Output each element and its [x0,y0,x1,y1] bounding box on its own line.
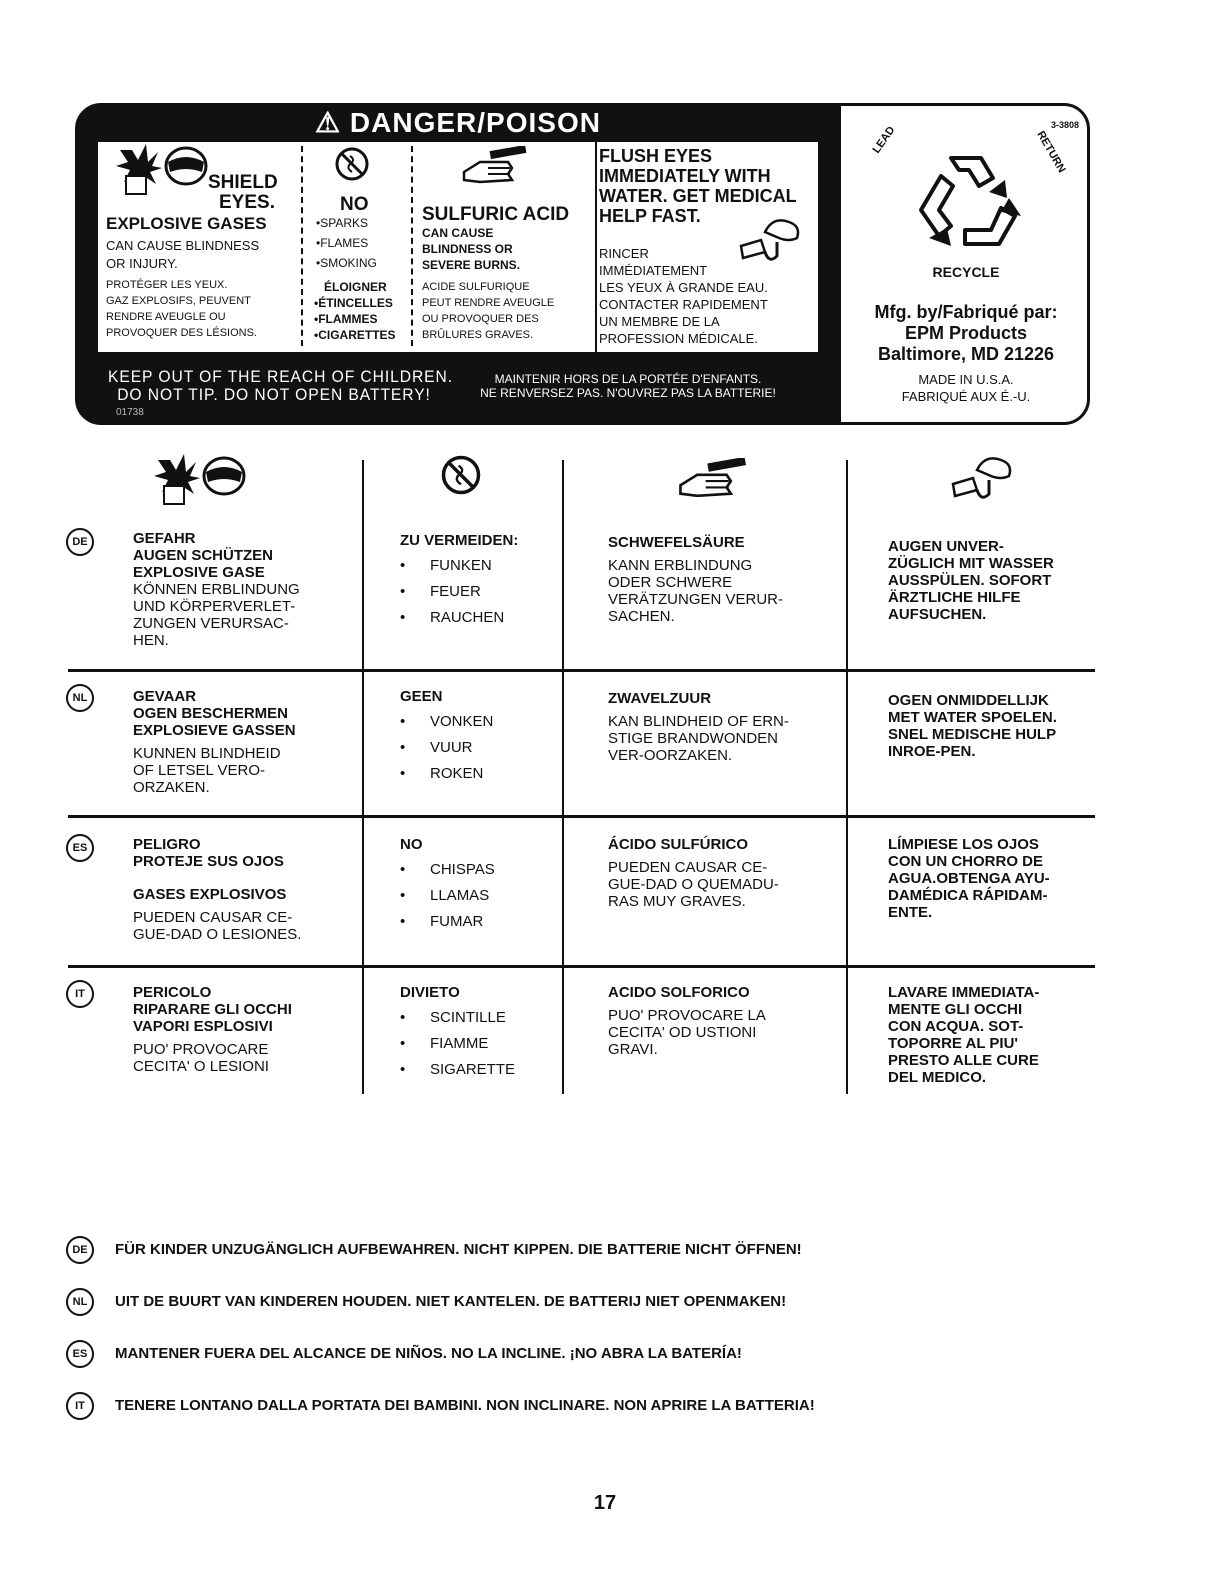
flush-fr-6: PROFESSION MÉDICALE. [599,331,758,346]
cell-text: INROE-PEN. [888,743,976,760]
no-item-flames: •FLAMES [316,236,369,250]
no-item-smoking: •SMOKING [316,256,377,270]
cell-text: VERÄTZUNGEN VERUR- [608,591,784,608]
divider [301,146,303,346]
flush-2: IMMEDIATELY WITH [599,166,771,186]
row-nl-col3 [608,690,789,764]
keep-out-line-2: DO NOT TIP. DO NOT OPEN BATTERY! [117,385,431,404]
cell-text: PERICOLO [133,984,212,1001]
cell-text: ÄRZTLICHE HILFE [888,589,1021,606]
cell-text: PUO' PROVOCARE [133,1041,269,1058]
sulfuric-acid-column [418,142,588,352]
shield-en-1: CAN CAUSE BLINDNESS [106,238,260,253]
footer-line-es: MANTENER FUERA DEL ALCANCE DE NIÑOS. NO LA INCLINE. ¡NO ABRA LA BATERÍA! [115,1345,742,1362]
cell-text: PUEDEN CAUSAR CE- [608,859,768,876]
acid-fr-4: BRÛLURES GRAVES. [422,329,534,341]
sulfuric-acid-heading: SULFURIC ACID [422,204,570,225]
keep-out-fr-line-2: NE RENVERSEZ PAS. N'OUVREZ PAS LA BATTERIE! [480,386,776,400]
right-code: 3-3808 [1050,120,1079,130]
flush-4: HELP FAST. [599,206,701,226]
cell-text: TOPORRE AL PIU' [888,1035,1018,1052]
list-item: • FUMAR [400,909,495,935]
cell-text: HEN. [133,632,169,649]
cell-text: DAMÉDICA RÁPIDAM- [888,887,1048,904]
cell-text: PUEDEN CAUSAR CE- [133,909,293,926]
flush-fr-3: LES YEUX À GRANDE EAU. [599,280,768,295]
footer-line-nl: UIT DE BUURT VAN KINDEREN HOUDEN. NIET KANTELEN. DE BATTERIJ NIET OPENMAKEN! [115,1293,787,1310]
shield-en-2: OR INJURY. [106,256,178,271]
row-es-col3 [608,836,779,910]
cell-text: DEL MEDICO. [888,1069,987,1086]
cell-text: VAPORI ESPLOSIVI [133,1018,273,1035]
cell-text: CECITA' O LESIONI [133,1058,269,1075]
eyewash-icon [946,450,1018,506]
return-text: RETURN [1034,129,1068,175]
acid-fr-2: PEUT RENDRE AVEUGLE [422,297,555,309]
cell-text: OGEN BESCHERMEN [133,705,289,722]
flush-fr-4: CONTACTER RAPIDEMENT [599,297,768,312]
list-item: • LLAMAS [400,883,495,909]
eyewash-icon [735,212,805,268]
acid-fr-1: ACIDE SULFURIQUE [422,281,530,293]
cell-text: MET WATER SPOELEN. [888,709,1057,726]
eyes-heading: EYES. [219,192,275,213]
row-es-col1 [133,836,301,943]
mfg-text: Mfg. by/Fabriqué par: [874,302,1058,322]
cell-text: AUGEN UNVER- [888,538,1004,555]
recycle-text: RECYCLE [932,264,1000,280]
row-divider [68,815,1095,818]
divider [411,146,413,346]
recycle-icon [881,136,1051,266]
cell-text: MENTE GLI OCCHI [888,1001,1023,1018]
row-es-col2 [400,836,495,935]
row-de-col1 [133,530,300,649]
explosion-goggles-icon [150,450,250,508]
shield-fr-2: GAZ EXPLOSIFS, PEUVENT [106,295,251,307]
row-it-col1 [133,984,292,1075]
cell-text: ÁCIDO SULFÚRICO [608,836,748,853]
cell-text: KUNNEN BLINDHEID [133,745,281,762]
cell-text: GUE-DAD O QUEMADU- [608,876,779,893]
no-fr-3: •CIGARETTES [314,328,396,342]
cell-text: KÖNNEN ERBLINDUNG [133,581,300,598]
danger-title: ⚠ DANGER/POISON [315,107,601,138]
cell-text: GUE-DAD O LESIONES. [133,926,302,943]
cell-text: ZÜGLICH MIT WASSER [888,555,1054,572]
acid-fr-3: OU PROVOQUER DES [422,313,539,325]
explosive-gases-heading: EXPLOSIVE GASES [106,214,267,233]
footer-line-it: TENERE LONTANO DALLA PORTATA DEI BAMBINI. NON INCLINARE. NON APRIRE LA BATTERIA! [115,1397,815,1414]
shield-eyes-column [104,142,304,352]
list-item: • CHISPAS [400,857,495,883]
label-recycle-panel [838,106,1090,422]
cell-text: OGEN ONMIDDELLIJK [888,692,1049,709]
lang-badge-it: IT [66,980,94,1008]
row-it-col2 [400,984,515,1083]
row-de-col2 [400,532,518,631]
flush-fr-5: UN MEMBRE DE LA [599,314,720,329]
battery-warning-label [75,103,1090,425]
row-divider [68,965,1095,968]
row-de-col4 [888,538,1054,623]
no-flames-column [308,142,408,352]
no-heading: NO [340,194,369,215]
cell-text: KAN BLINDHEID OF ERN- [608,713,789,730]
cell-text: LÍMPIESE LOS OJOS [888,836,1039,853]
no-smoking-icon [440,454,482,496]
cell-text: AUSSPÜLEN. SOFORT [888,572,1052,589]
lang-badge-it: IT [66,1392,94,1420]
column-divider [846,460,848,1094]
shield-fr-4: PROVOQUER DES LÉSIONS. [106,327,257,339]
cell-text: SNEL MEDISCHE HULP [888,726,1057,743]
shield-fr-3: RENDRE AVEUGLE OU [106,311,226,323]
cell-text: ZWAVELZUUR [608,690,712,707]
cell-text: LAVARE IMMEDIATA- [888,984,1040,1001]
cell-text: PRESTO ALLE CURE [888,1052,1039,1069]
flush-fr-2: IMMÉDIATEMENT [599,263,708,278]
cell-text: SACHEN. [608,608,675,625]
cell-text: GASES EXPLOSIVOS [133,886,287,903]
keep-out-line-1: KEEP OUT OF THE REACH OF CHILDREN. [108,367,454,386]
row-nl-col1 [133,688,296,796]
row-nl-col4 [888,692,1057,760]
city-text: Baltimore, MD 21226 [877,344,1055,364]
lang-badge-nl: NL [66,684,94,712]
cell-text: CON ACQUA. SOT- [888,1018,1024,1035]
cell-text: AGUA.OBTENGA AYU- [888,870,1050,887]
row-de-col3 [608,534,783,625]
cell-text: CON UN CHORRO DE [888,853,1044,870]
company-text: EPM Products [904,323,1028,343]
cell-text: AUGEN SCHÜTZEN [133,547,274,564]
fabrique-text: FABRIQUÉ AUX É.-U. [901,389,1031,404]
lang-badge-nl: NL [66,1288,94,1316]
cell-text: GEVAAR [133,688,197,705]
acid-en-2: BLINDNESS OR [422,242,513,256]
cell-text: UND KÖRPERVERLET- [133,598,296,615]
acid-burn-icon [676,458,750,500]
cell-text: ODER SCHWERE [608,574,733,591]
no-fr-2: •FLAMMES [314,312,378,326]
list-item: • SCINTILLE [400,1005,515,1031]
made-in-text: MADE IN U.S.A. [918,372,1014,387]
list-item: • RAUCHEN [400,605,518,631]
row-es-col4 [888,836,1050,921]
cell-text: NO [400,836,423,853]
footer-line-de: FÜR KINDER UNZUGÄNGLICH AUFBEWAHREN. NICHT KIPPEN. DIE BATTERIE NICHT ÖFFNEN! [115,1241,802,1258]
keep-out-en [108,368,453,404]
cell-text: SCHWEFELSÄURE [608,534,745,551]
cell-text: EXPLOSIEVE GASSEN [133,722,296,739]
cell-text: GEEN [400,688,443,705]
cell-text: VER-OORZAKEN. [608,747,733,764]
keep-out-fr-line-1: MAINTENIR HORS DE LA PORTÉE D'ENFANTS. [494,372,762,386]
lang-badge-es: ES [66,1340,94,1368]
cell-text: EXPLOSIVE GASE [133,564,265,581]
list-item: • VONKEN [400,709,493,735]
no-item-sparks: •SPARKS [316,216,368,230]
cell-text: STIGE BRANDWONDEN [608,730,779,747]
acid-en-3: SEVERE BURNS. [422,258,521,272]
shield-fr-1: PROTÉGER LES YEUX. [106,279,228,291]
lang-badge-es: ES [66,834,94,862]
cell-text: AUFSUCHEN. [888,606,987,623]
cell-text: PUO' PROVOCARE LA [608,1007,766,1024]
cell-text: GEFAHR [133,530,196,547]
lang-badge-de: DE [66,528,94,556]
cell-text: RIPARARE GLI OCCHI [133,1001,292,1018]
explosion-goggles-icon [112,142,212,196]
list-item: • SIGARETTE [400,1057,515,1083]
no-fr-1: •ÉTINCELLES [314,296,393,310]
cell-text: ACIDO SOLFORICO [608,984,750,1001]
shield-heading: SHIELD [208,172,278,193]
list-item: • ROKEN [400,761,493,787]
flush-1: FLUSH EYES [599,146,713,166]
column-divider [362,460,364,1094]
list-item: • FUNKEN [400,553,518,579]
flush-eyes-column [595,142,819,352]
flush-fr-1: RINCER [599,246,649,261]
no-smoking-icon [334,146,370,182]
row-nl-col2 [400,688,493,787]
cell-text: PROTEJE SUS OJOS [133,853,284,870]
cell-text: ORZAKEN. [133,779,210,796]
cell-text: KANN ERBLINDUNG [608,557,753,574]
no-fr-heading: ÉLOIGNER [324,280,387,294]
flush-3: WATER. GET MEDICAL [599,186,797,206]
acid-burn-icon [460,146,530,186]
label-dark-panel [78,106,838,422]
cell-text: ZUNGEN VERURSAC- [133,615,289,632]
acid-en-1: CAN CAUSE [422,226,494,240]
cell-text: CECITA' OD USTIONI [608,1024,757,1041]
list-item: • VUUR [400,735,493,761]
row-divider [68,669,1095,672]
cell-text: OF LETSEL VERO- [133,762,265,779]
row-it-col4 [888,984,1039,1086]
column-divider [562,460,564,1094]
label-code: 01738 [116,407,144,418]
cell-text: DIVIETO [400,984,460,1001]
lang-badge-de: DE [66,1236,94,1264]
lead-text: LEAD [870,124,898,156]
cell-text: GRAVI. [608,1041,658,1058]
keep-out-fr [463,372,793,400]
cell-text: ZU VERMEIDEN: [400,532,519,549]
row-it-col3 [608,984,766,1058]
warning-panel [98,142,818,352]
cell-text: RAS MUY GRAVES. [608,893,746,910]
cell-text: PELIGRO [133,836,201,853]
cell-text: ENTE. [888,904,933,921]
list-item: • FEUER [400,579,518,605]
page-number: 17 [593,1492,617,1514]
list-item: • FIAMME [400,1031,515,1057]
